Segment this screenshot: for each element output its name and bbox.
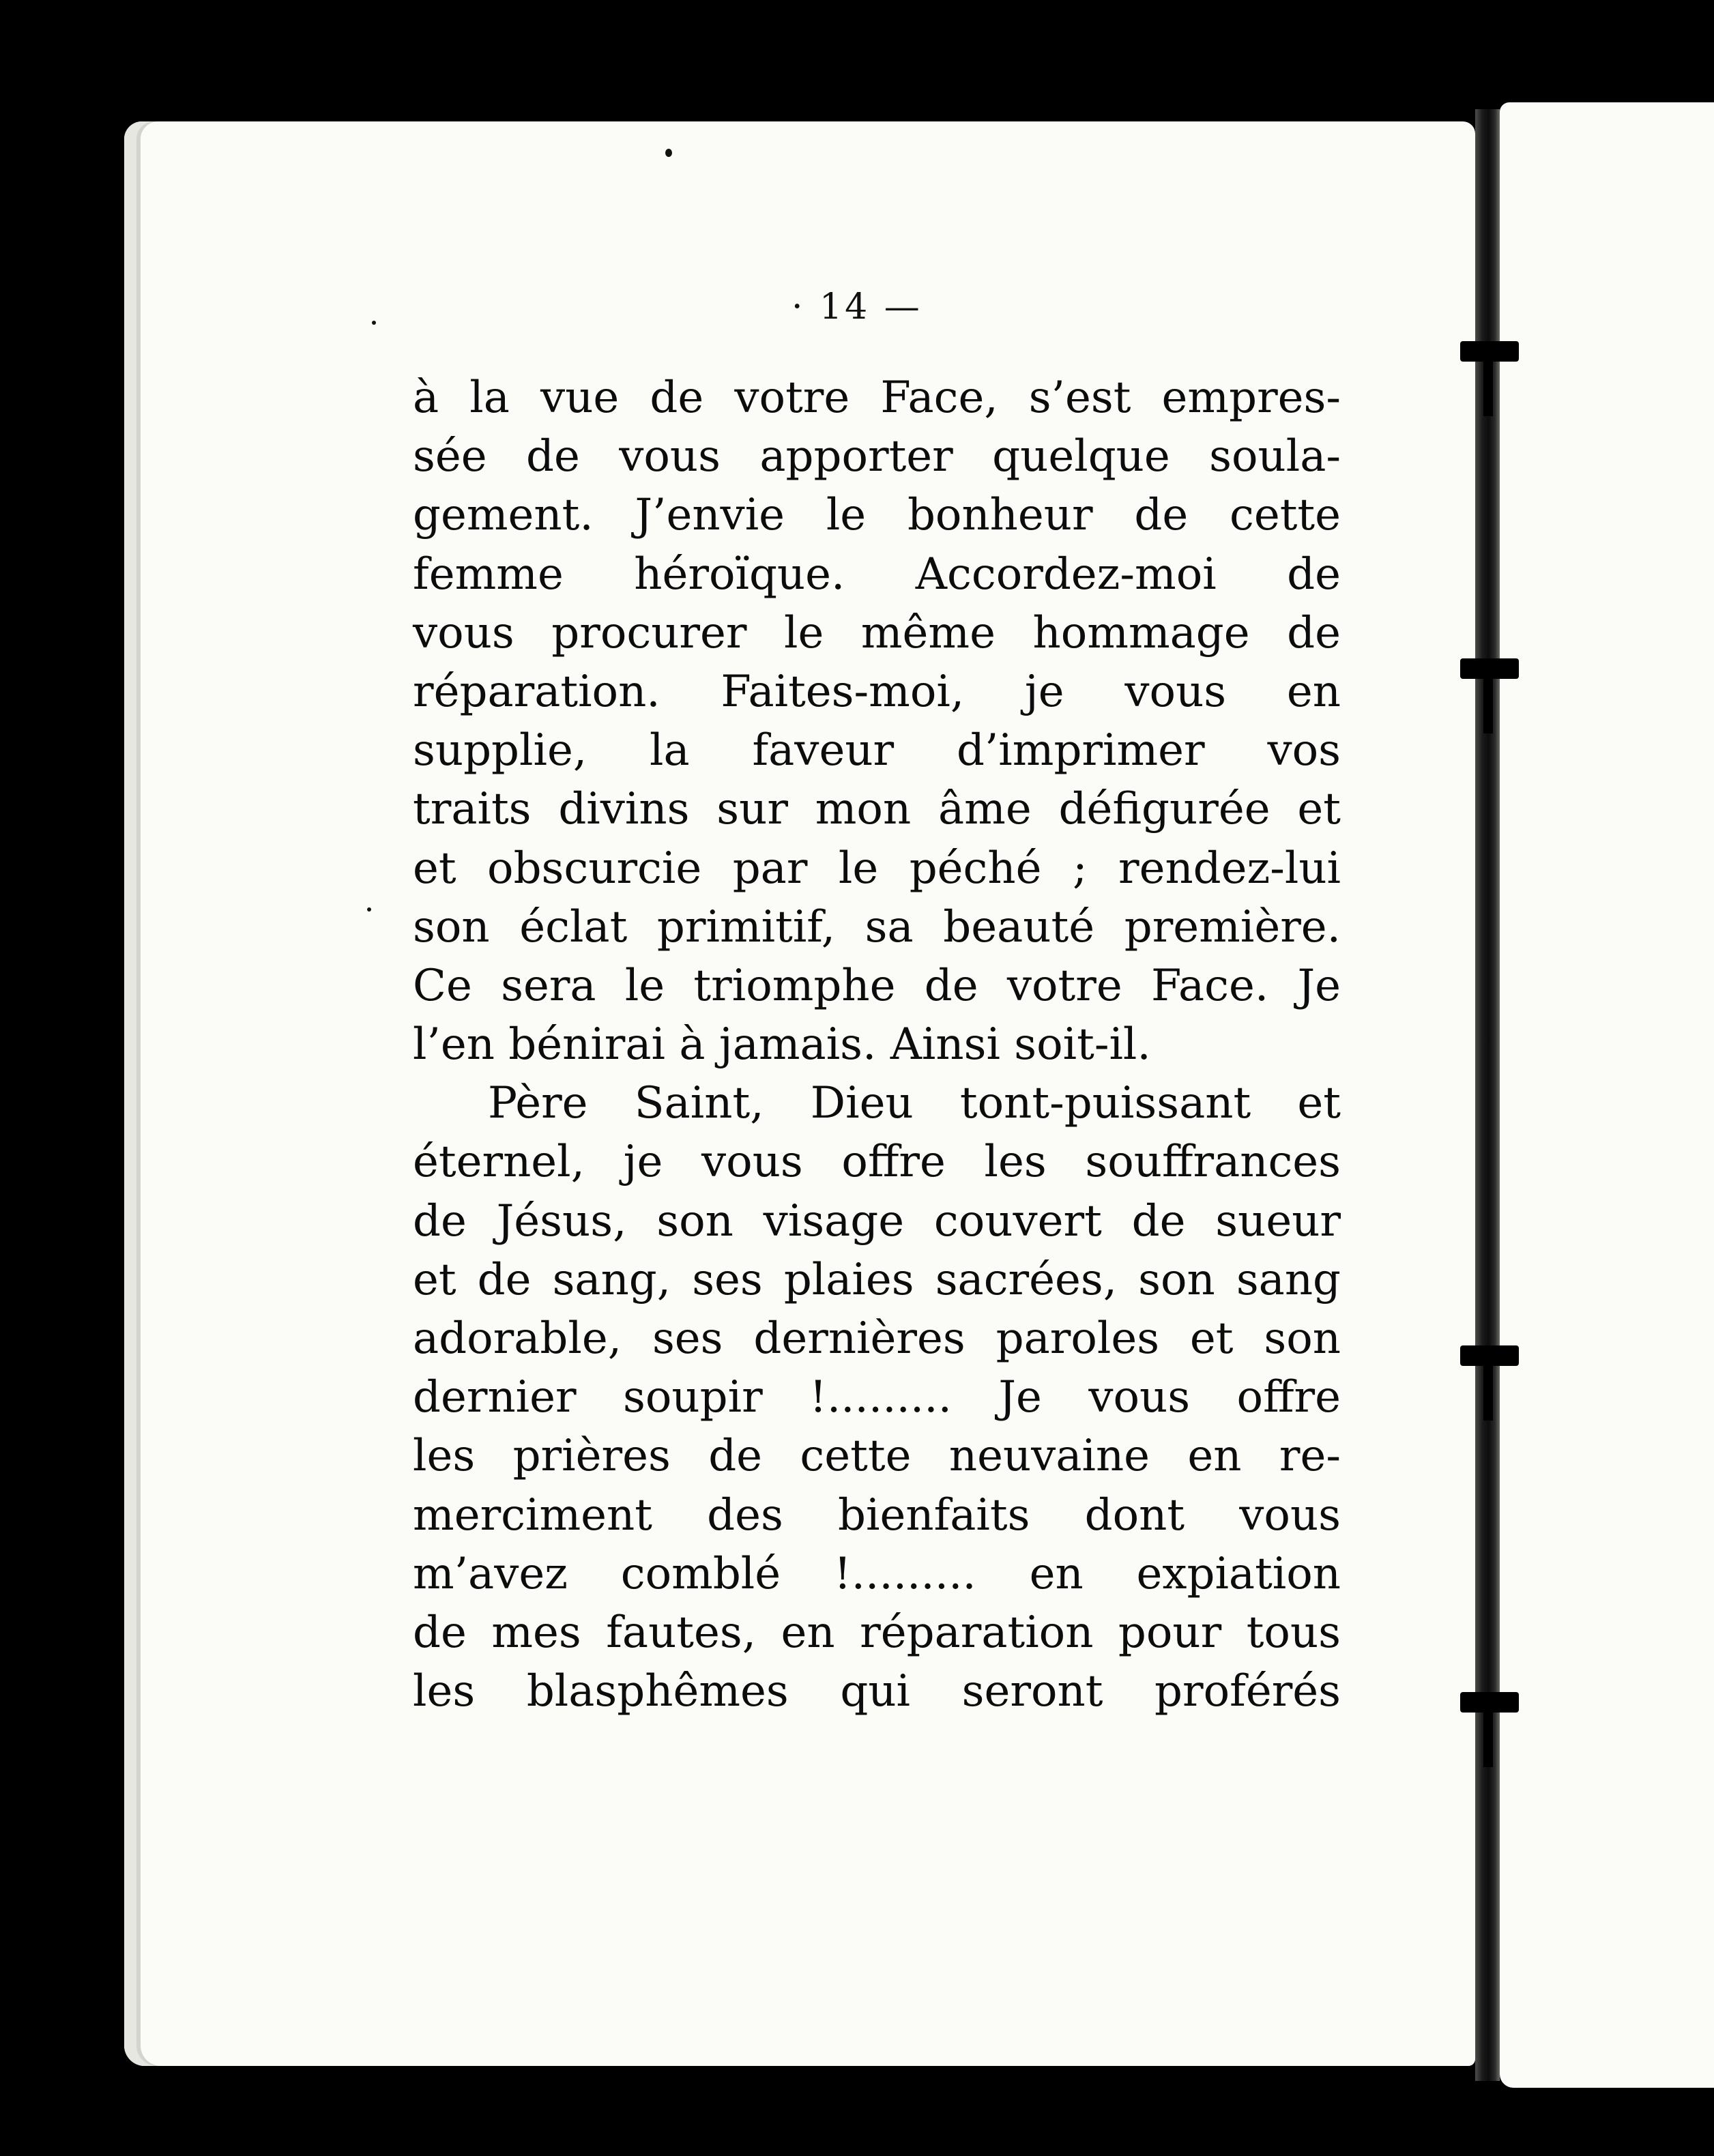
text-line: merciment des bienfaits dont vous	[413, 1489, 1341, 1541]
text-line: supplie, la faveur d’imprimer vos	[413, 725, 1341, 776]
text-line: adorable, ses dernières paroles et son	[413, 1313, 1341, 1364]
page-number-header: · 14 —	[791, 287, 923, 327]
text-line: vous procurer le même hommage de	[413, 607, 1341, 658]
right-page-edge	[1500, 102, 1714, 2088]
text-line: et obscurcie par le péché ; rendez-lui	[413, 843, 1341, 894]
speck	[665, 149, 672, 157]
text-line: les prières de cette neuvaine en re-	[413, 1431, 1341, 1482]
binding-stitch	[1460, 341, 1519, 362]
text-line: Ce sera le triomphe de votre Face. Je	[413, 960, 1341, 1011]
text-line: m’avez comblé !......... en expiation	[413, 1548, 1341, 1599]
text-line: son éclat primitif, sa beauté première.	[413, 901, 1341, 952]
text-line: réparation. Faites-moi, je vous en	[413, 666, 1341, 717]
text-line: traits divins sur mon âme défigurée et	[413, 784, 1341, 835]
text-line: sée de vous apporter quelque soula-	[413, 431, 1341, 482]
speck	[372, 321, 376, 325]
speck	[367, 907, 371, 912]
text-line: Père Saint, Dieu tont-puissant et	[488, 1078, 1341, 1129]
text-line: de mes fautes, en réparation pour tous	[413, 1607, 1341, 1658]
text-line: éternel, je vous offre les souffrances	[413, 1137, 1341, 1188]
text-line: femme héroïque. Accordez-moi de	[413, 549, 1341, 600]
body-text	[413, 368, 1341, 1721]
text-line: les blasphêmes qui seront proférés	[413, 1666, 1341, 1717]
binding-stitch	[1460, 1692, 1519, 1713]
text-line: à la vue de votre Face, s’est empres-	[413, 373, 1341, 423]
text-line: gement. J’envie le bonheur de cette	[413, 490, 1341, 541]
binding-stitch	[1460, 658, 1519, 679]
text-line: dernier soupir !......... Je vous offre	[413, 1372, 1341, 1423]
text-line: et de sang, ses plaies sacrées, son sang	[413, 1254, 1341, 1305]
text-line: de Jésus, son visage couvert de sueur	[413, 1195, 1341, 1247]
text-line: l’en bénirai à jamais. Ainsi soit-il.	[413, 1019, 1151, 1070]
binding-stitch	[1460, 1345, 1519, 1366]
